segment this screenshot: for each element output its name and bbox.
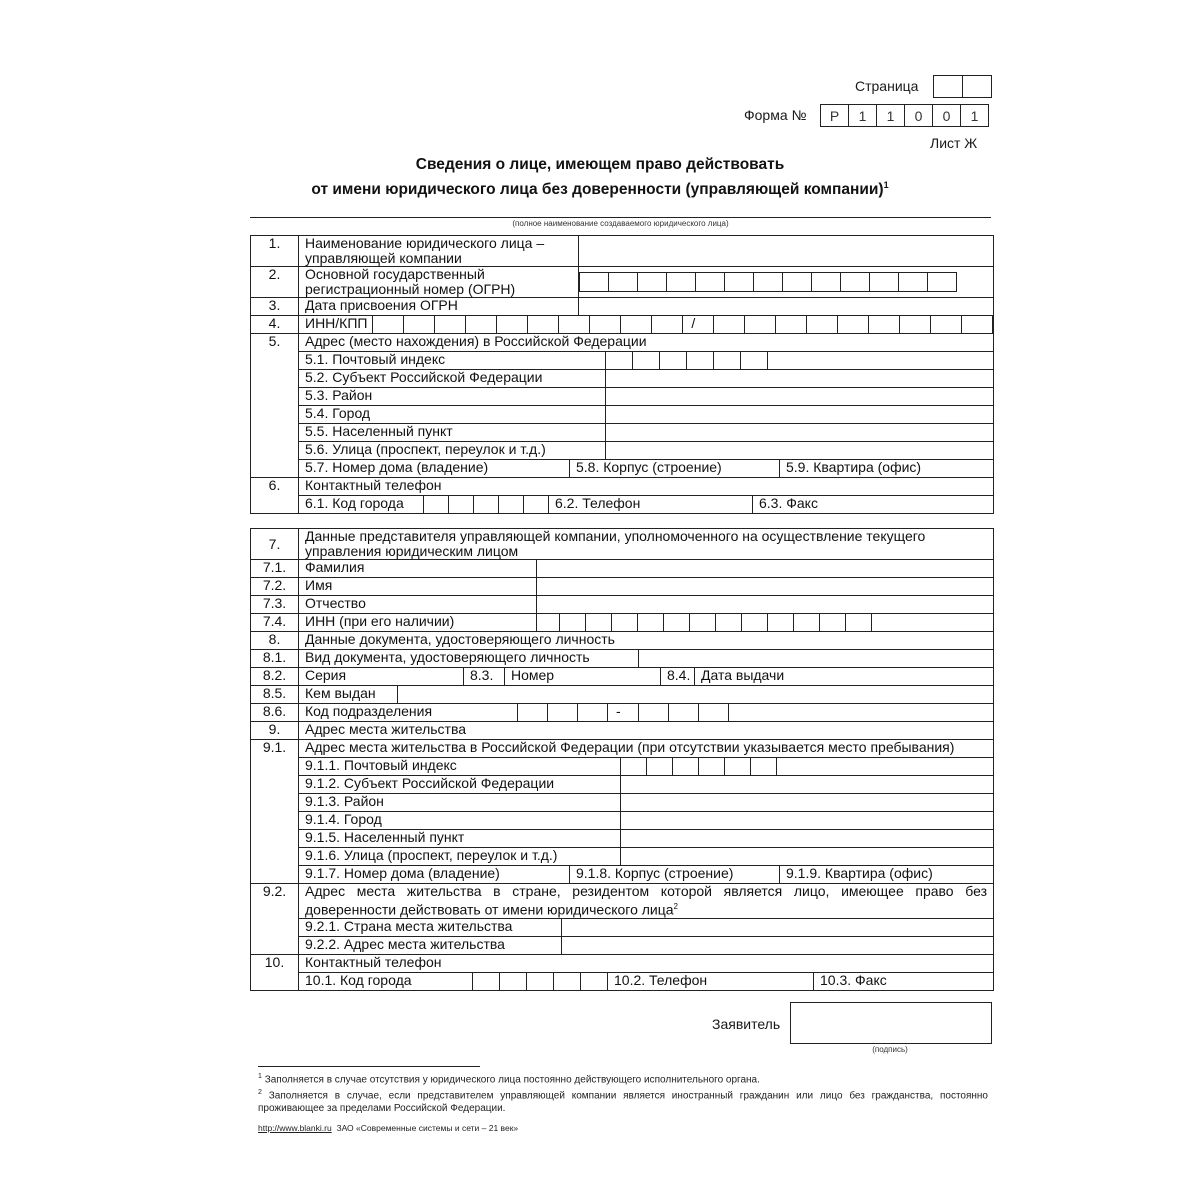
city-field[interactable] xyxy=(299,406,994,424)
form-label: Форма № xyxy=(744,107,807,123)
row-label: Номер xyxy=(504,668,660,685)
row-num: 8.6. xyxy=(251,704,299,722)
row-label: 9.1.7. Номер дома (владение) xyxy=(305,865,500,881)
section-label: Контактный телефон xyxy=(299,478,994,496)
row-label: 9.1.9. Квартира (офис) xyxy=(779,866,993,883)
row-num: 7.4. xyxy=(251,614,299,632)
street-field[interactable] xyxy=(299,442,994,460)
res-postal-code-field[interactable] xyxy=(299,758,994,776)
res-district-field[interactable] xyxy=(299,794,994,812)
row-label: 5.6. Улица (проспект, переулок и т.д.) xyxy=(305,441,546,457)
phone-fields[interactable] xyxy=(299,496,994,514)
inn-kpp-field[interactable] xyxy=(299,316,994,334)
row-label: 9.1.2. Субъект Российской Федерации xyxy=(305,775,555,791)
row-label: Дата выдачи xyxy=(694,668,993,685)
footnote-ref: 2 xyxy=(258,1089,262,1096)
company-name-line[interactable] xyxy=(250,217,991,218)
row-num: 8.4. xyxy=(660,668,694,685)
section-label: Адрес места жительства xyxy=(299,722,994,740)
row-label: 10.2. Телефон xyxy=(607,973,813,990)
department-code-field[interactable] xyxy=(299,704,994,722)
row-num: 9. xyxy=(251,722,299,740)
foreign-address-label: Адрес места жительства в стране, резидентом которой является лицо, имеющее право без доверенности действовать от имени юридического лица xyxy=(305,883,988,918)
row-label: ИНН/КПП xyxy=(305,315,368,331)
section-label: Данные представителя управляющей компании, уполномоченного на осуществление текущего управления юридическим лицом xyxy=(299,529,994,560)
row-label: Фамилия xyxy=(299,560,537,578)
signature-field[interactable] xyxy=(790,1002,992,1044)
row-num: 4. xyxy=(251,316,299,334)
applicant-label: Заявитель xyxy=(712,1016,781,1032)
row-label: 6.2. Телефон xyxy=(548,496,752,513)
row-label: 9.1.5. Населенный пункт xyxy=(305,829,465,845)
representative-table xyxy=(250,528,994,991)
row-label: 6.1. Код города xyxy=(305,495,404,511)
publisher-footer xyxy=(258,1123,518,1133)
row-label: 5.2. Субъект Российской Федерации xyxy=(305,369,543,385)
row-num: 1. xyxy=(251,236,299,267)
inn-kpp-separator: / xyxy=(682,316,713,333)
row-label: 10.3. Факс xyxy=(813,973,993,990)
row-num: 8.5. xyxy=(251,686,299,704)
res-street-field[interactable] xyxy=(299,848,994,866)
res-house-building-apartment[interactable] xyxy=(299,866,994,884)
row-num: 6. xyxy=(251,478,299,514)
surname-field[interactable] xyxy=(537,560,994,578)
row-label: 9.1.1. Почтовый индекс xyxy=(305,757,457,773)
row-num: 7. xyxy=(251,529,299,560)
res-region-field[interactable] xyxy=(299,776,994,794)
row-label: 9.1.8. Корпус (строение) xyxy=(569,866,779,883)
title-line-1: Сведения о лице, имеющем право действовать xyxy=(415,156,785,173)
row-label: 5.7. Номер дома (владение) xyxy=(305,459,489,475)
row-num: 8.1. xyxy=(251,650,299,668)
row-label: Вид документа, удостоверяющего личность xyxy=(305,649,590,665)
page-number-cells[interactable] xyxy=(933,75,992,98)
row-num: 5. xyxy=(251,334,299,478)
row-num: 7.2. xyxy=(251,578,299,596)
row-label: 9.1.3. Район xyxy=(305,793,384,809)
footnote-2 xyxy=(258,1086,988,1115)
row-num: 9.2. xyxy=(251,884,299,955)
row-label: 5.5. Населенный пункт xyxy=(305,423,453,439)
row-label: Основной государственный регистрационный номер (ОГРН) xyxy=(299,267,579,298)
foreign-address-field[interactable] xyxy=(299,936,994,954)
row-num: 10. xyxy=(251,954,299,990)
res-locality-field[interactable] xyxy=(299,830,994,848)
title-line-2 xyxy=(250,175,950,200)
form-number-char: 0 xyxy=(905,105,933,126)
row-label: 9.1.4. Город xyxy=(305,811,382,827)
ogrn-date-field[interactable] xyxy=(579,298,994,316)
footnote-1 xyxy=(258,1070,988,1086)
first-name-field[interactable] xyxy=(537,578,994,596)
sheet-label: Лист Ж xyxy=(930,135,978,151)
page-cell[interactable] xyxy=(934,76,963,97)
row-label: 5.3. Район xyxy=(305,387,373,403)
section-label: Контактный телефон xyxy=(299,954,994,972)
res-city-field[interactable] xyxy=(299,812,994,830)
company-name-caption: (полное наименование создаваемого юридического лица) xyxy=(512,219,729,228)
row-num: 8.3. xyxy=(463,668,504,685)
row-label: 5.8. Корпус (строение) xyxy=(569,460,779,477)
footnote-text: Заполняется в случае, если представителем управляющей компании является иностранный гражданин или лицо без гражданства, постоянно проживающее за пределами Российской Федерации. xyxy=(258,1090,988,1115)
house-building-apartment-field[interactable] xyxy=(299,460,994,478)
row-label: 5.9. Квартира (офис) xyxy=(779,460,993,477)
row-num: 7.3. xyxy=(251,596,299,614)
form-title xyxy=(250,154,950,200)
section-label xyxy=(299,884,994,919)
row-label: Код подразделения xyxy=(305,703,433,719)
page-cell[interactable] xyxy=(963,76,991,97)
company-name-field[interactable] xyxy=(579,236,994,267)
row-label: Кем выдан xyxy=(305,685,376,701)
person-inn-field[interactable] xyxy=(537,614,994,632)
row-label: 9.2.1. Страна места жительства xyxy=(305,918,513,934)
title-line-2-text: от имени юридического лица без доверенности (управляющей компании) xyxy=(311,181,884,199)
publisher-name: ЗАО «Современные системы и сети – 21 век» xyxy=(336,1123,519,1133)
form-number-char: Р xyxy=(821,105,849,126)
row-label: 9.1.6. Улица (проспект, переулок и т.д.) xyxy=(305,847,558,863)
footnote-text: Заполняется в случае отсутствия у юридического лица постоянно действующего исполнительного органа. xyxy=(264,1074,760,1086)
row-label: Серия xyxy=(305,667,347,683)
postal-code-field[interactable] xyxy=(299,352,994,370)
issued-by-field[interactable] xyxy=(299,686,994,704)
row-num: 9.1. xyxy=(251,740,299,884)
signature-caption: (подпись) xyxy=(872,1045,908,1054)
form-number-char: 1 xyxy=(877,105,905,126)
footnote-divider xyxy=(258,1066,480,1067)
foreign-country-field[interactable] xyxy=(299,918,994,936)
rep-phone-fields[interactable] xyxy=(299,972,994,990)
publisher-link[interactable]: http://www.blanki.ru xyxy=(258,1123,332,1133)
department-code-separator: - xyxy=(607,704,638,721)
section-label: Данные документа, удостоверяющего личность xyxy=(299,632,994,650)
row-num: 3. xyxy=(251,298,299,316)
foreign-address-footnote-ref: 2 xyxy=(673,902,678,911)
company-table xyxy=(250,235,994,514)
form-number-cells xyxy=(820,104,989,127)
locality-field[interactable] xyxy=(299,424,994,442)
ogrn-field[interactable] xyxy=(579,267,994,298)
row-label: 6.3. Факс xyxy=(752,496,993,513)
row-label: 9.2.2. Адрес места жительства xyxy=(305,936,505,952)
patronymic-field[interactable] xyxy=(537,596,994,614)
row-num: 8.2. xyxy=(251,668,299,686)
form-number-char: 1 xyxy=(970,107,979,124)
row-label: Имя xyxy=(299,578,537,596)
section-label: Адрес (место нахождения) в Российской Федерации xyxy=(299,334,994,352)
title-footnote-ref: 1 xyxy=(883,180,889,190)
document-type-field[interactable] xyxy=(299,650,994,668)
row-label: Отчество xyxy=(299,596,537,614)
row-label: ИНН (при его наличии) xyxy=(299,614,537,632)
row-num: 7.1. xyxy=(251,560,299,578)
region-field[interactable] xyxy=(299,370,994,388)
document-series-number-date[interactable] xyxy=(299,668,994,686)
footnote-ref: 1 xyxy=(258,1073,262,1080)
row-label: Дата присвоения ОГРН xyxy=(299,298,579,316)
row-label: 10.1. Код города xyxy=(305,972,412,988)
row-num: 2. xyxy=(251,267,299,298)
row-label: 5.4. Город xyxy=(305,405,371,421)
form-number-char: 0 xyxy=(933,105,961,126)
row-num: 8. xyxy=(251,632,299,650)
section-label: Адрес места жительства в Российской Федерации (при отсутствии указывается место пребывания) xyxy=(299,740,994,758)
page-label: Страница xyxy=(855,78,919,94)
row-label: Наименование юридического лица – управляющей компании xyxy=(299,236,579,267)
form-number-char: 1 xyxy=(849,105,877,126)
row-label: 5.1. Почтовый индекс xyxy=(305,351,446,367)
district-field[interactable] xyxy=(299,388,994,406)
